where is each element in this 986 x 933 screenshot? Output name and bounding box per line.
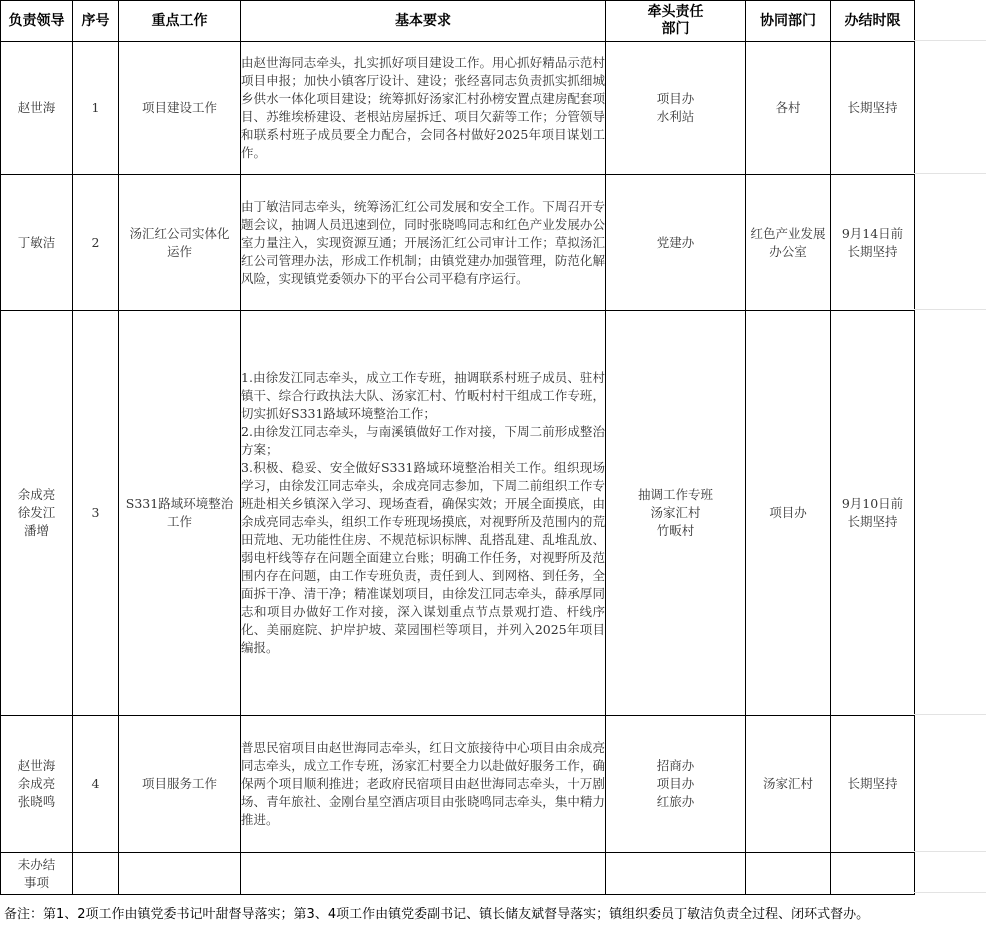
header-deadline: 办结时限: [831, 1, 915, 42]
coop-dept-cell: 项目办: [746, 311, 831, 716]
task-cell: 项目服务工作: [119, 716, 241, 853]
empty-cell: [606, 853, 746, 895]
sheet-gridlines: [914, 0, 986, 893]
header-task: 重点工作: [119, 1, 241, 42]
task-cell: S331路域环境整治工作: [119, 311, 241, 716]
table-row: [1, 311, 915, 716]
header-requirements: 基本要求: [241, 1, 606, 42]
lead-dept-cell: 党建办: [606, 175, 746, 311]
pending-label: 未办结 事项: [1, 853, 73, 895]
no-cell: 4: [73, 716, 119, 853]
deadline-cell: 9月10日前 长期坚持: [831, 311, 915, 716]
task-cell: 汤汇红公司实体化运作: [119, 175, 241, 311]
pending-row: [1, 853, 915, 895]
coop-dept-cell: 红色产业发展办公室: [746, 175, 831, 311]
table-row: [1, 716, 915, 853]
leader-cell: 赵世海 余成亮 张晓鸣: [1, 716, 73, 853]
lead-dept-cell: 抽调工作专班 汤家汇村 竹畈村: [606, 311, 746, 716]
header-lead-dept: 牵头责任 部门: [606, 1, 746, 42]
empty-cell: [73, 853, 119, 895]
requirements-cell: 普思民宿项目由赵世海同志牵头，红日文旅接待中心项目由余成亮同志牵头，成立工作专班，汤家汇村要全力以赴做好服务工作，确保两个项目顺利推进；老政府民宿项目由赵世海同志牵头，十万剧场、青年旅社、金刚台星空酒店项目由张晓鸣同志牵头，集中精力推进。: [241, 716, 606, 853]
empty-cell: [746, 853, 831, 895]
table-row: [1, 175, 915, 311]
header-row: [1, 1, 915, 42]
empty-cell: [241, 853, 606, 895]
requirements-cell: 由丁敏洁同志牵头，统筹汤汇红公司发展和安全工作。下周召开专题会议，抽调人员迅速到位，同时张晓鸣同志和红色产业发展办公室力量注入，实现资源互通；开展汤汇红公司审计工作；草拟汤汇红公司管理办法，形成工作机制；由镇党建办加强管理，防范化解风险，实现镇党委领办下的平台公司平稳有序运行。: [241, 175, 606, 311]
no-cell: 2: [73, 175, 119, 311]
task-cell: 项目建设工作: [119, 42, 241, 175]
footnote: 备注：第1、2项工作由镇党委书记叶甜督导落实；第3、4项工作由镇党委副书记、镇长储友斌督导落实；镇组织委员丁敏洁负责全过程、闭环式督办。: [4, 907, 870, 922]
requirements-cell: 由赵世海同志牵头，扎实抓好项目建设工作。用心抓好精品示范村项目申报；加快小镇客厅设计、建设；张经喜同志负责抓实抓细城乡供水一体化项目建设；统筹抓好汤家汇村孙榜安置点建房配套项目、苏维埃桥建设、老根站房屋拆迁、项目欠薪等工作；分管领导和联系村班子成员要全力配合，会同各村做好2025年项目谋划工作。: [241, 42, 606, 175]
deadline-cell: 9月14日前 长期坚持: [831, 175, 915, 311]
header-no: 序号: [73, 1, 119, 42]
coop-dept-cell: 各村: [746, 42, 831, 175]
leader-cell: 赵世海: [1, 42, 73, 175]
no-cell: 3: [73, 311, 119, 716]
empty-cell: [831, 853, 915, 895]
lead-dept-cell: 项目办 水利站: [606, 42, 746, 175]
lead-dept-cell: 招商办 项目办 红旅办: [606, 716, 746, 853]
no-cell: 1: [73, 42, 119, 175]
leader-cell: 丁敏洁: [1, 175, 73, 311]
table-row: [1, 42, 915, 175]
header-leader: 负责领导: [1, 1, 73, 42]
header-coop-dept: 协同部门: [746, 1, 831, 42]
empty-cell: [119, 853, 241, 895]
deadline-cell: 长期坚持: [831, 716, 915, 853]
coop-dept-cell: 汤家汇村: [746, 716, 831, 853]
leader-cell: 余成亮 徐发江 潘增: [1, 311, 73, 716]
deadline-cell: 长期坚持: [831, 42, 915, 175]
requirements-cell: 1.由徐发江同志牵头，成立工作专班，抽调联系村班子成员、驻村镇干、综合行政执法大队、汤家汇村、竹畈村村干组成工作专班，切实抓好S331路域环境整治工作； 2.由徐发江同志牵头，与南溪镇做好工作对接，下周二前形成整治方案； 3.积极、稳妥、安全做好S331路域环境整治相关工作。组织现场学习，由徐发江同志牵头，余成亮同志参加，下周二前组织工作专班赴相关乡镇深入学习、现场查看，确保实效；开展全面摸底，由余成亮同志牵头，组织工作专班现场摸底，对视野所及范围内的荒田荒地、无功能性住房、不规范标识标牌、乱搭乱建、乱堆乱放、弱电杆线等存在问题全面建立台账；明确工作任务，对视野所及范围内存在问题，由工作专班负责，责任到人、到网格、到任务，全面拆干净、清干净；精准谋划项目，由徐发江同志牵头，薛承厚同志和项目办做好工作对接，深入谋划重点节点景观打造、杆线序化、美丽庭院、护岸护坡、菜园围栏等项目，并列入2025年项目编报。: [241, 311, 606, 716]
